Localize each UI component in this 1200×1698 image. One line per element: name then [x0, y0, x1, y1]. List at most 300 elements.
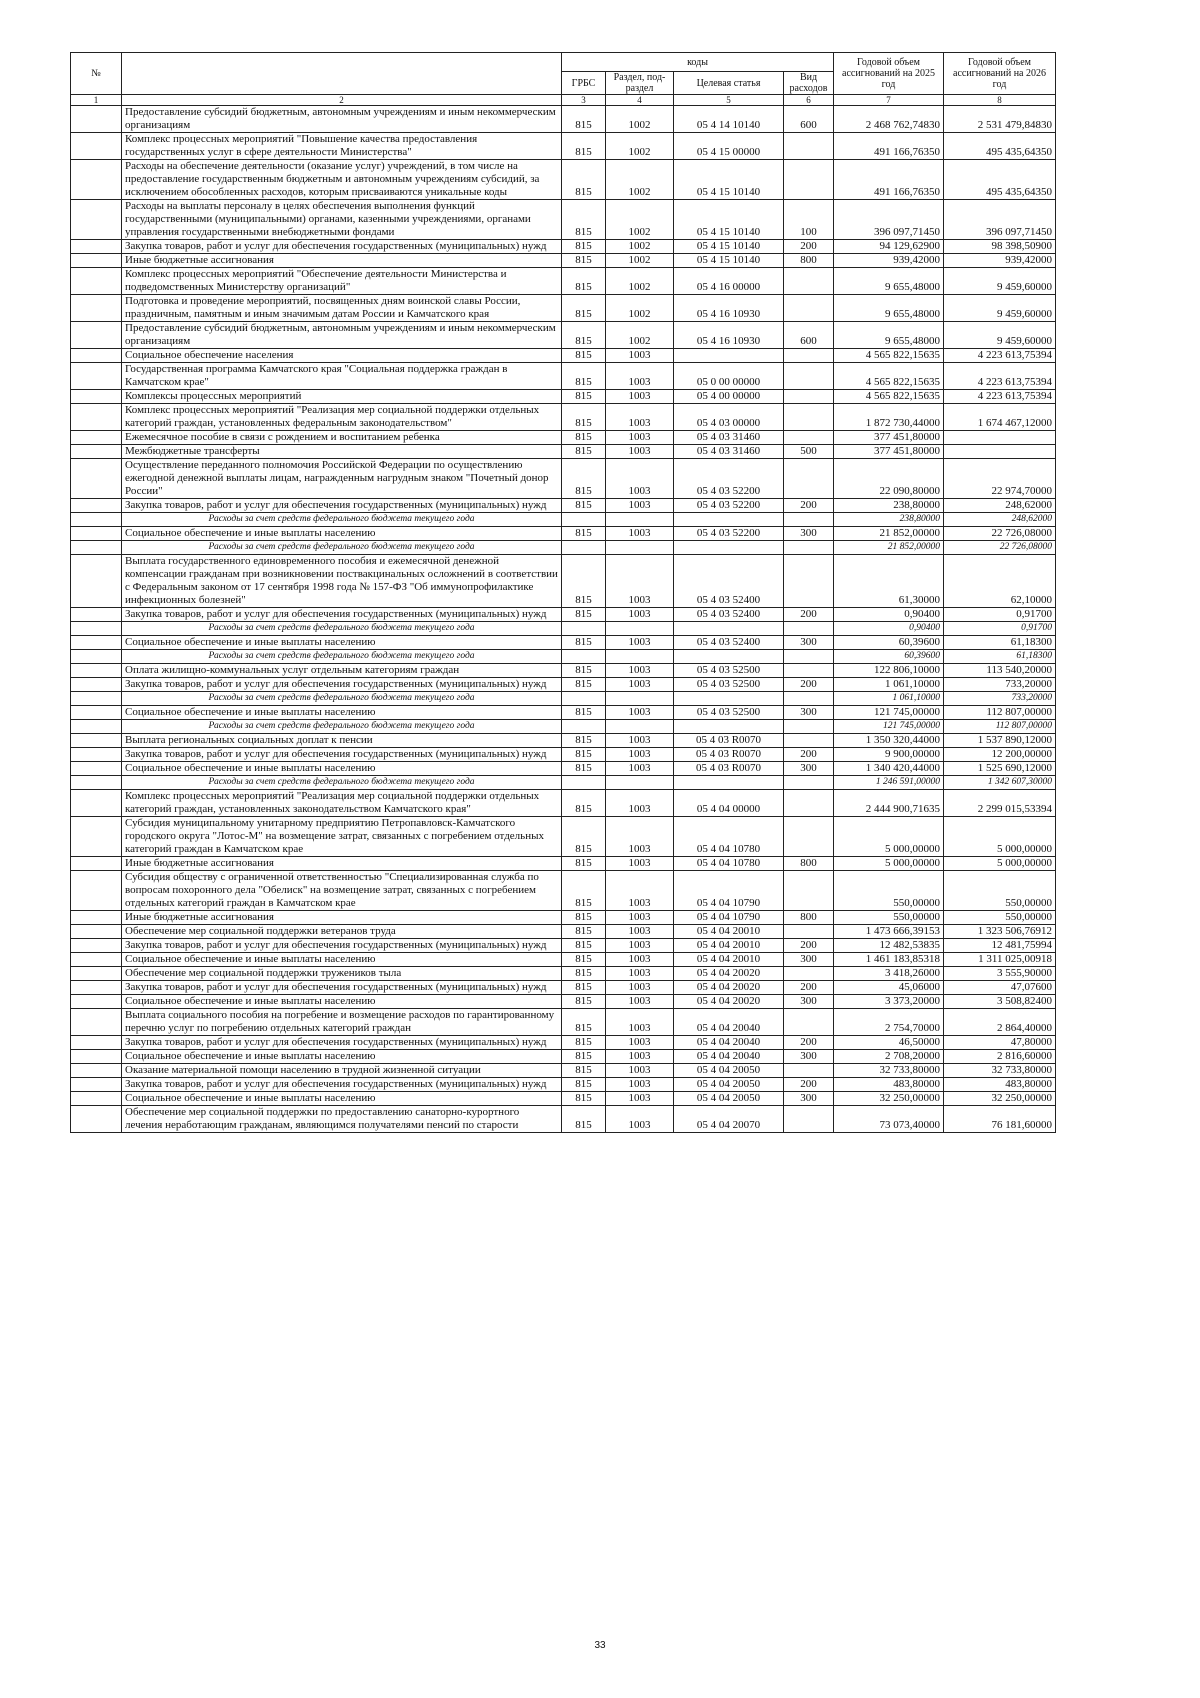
table-row	[71, 939, 1056, 953]
row-kind-cell	[784, 776, 834, 790]
row-section-cell: 1003	[606, 445, 674, 459]
table-row	[71, 762, 1056, 776]
row-2025-cell: 60,39600	[834, 636, 944, 650]
row-section-cell: 1003	[606, 706, 674, 720]
table-row	[71, 499, 1056, 513]
row-number-cell	[71, 678, 122, 692]
row-kind-cell	[784, 871, 834, 911]
row-number-cell	[71, 527, 122, 541]
row-grbs-cell: 815	[562, 925, 606, 939]
row-target-cell: 05 4 03 52200	[674, 527, 784, 541]
row-2026-cell: 0,91700	[944, 622, 1056, 636]
table-row	[71, 240, 1056, 254]
row-2026-cell: 61,18300	[944, 650, 1056, 664]
row-name-cell: Расходы за счет средств федерального бюджета текущего года	[122, 692, 562, 706]
row-2025-cell: 1 872 730,44000	[834, 404, 944, 431]
row-2026-cell: 47,80000	[944, 1036, 1056, 1050]
row-target-cell: 05 4 04 20020	[674, 995, 784, 1009]
row-section-cell: 1003	[606, 911, 674, 925]
row-number-cell	[71, 1064, 122, 1078]
row-section-cell: 1003	[606, 499, 674, 513]
row-number-cell	[71, 1106, 122, 1133]
row-grbs-cell: 815	[562, 608, 606, 622]
federal-funds-row	[71, 692, 1056, 706]
table-row	[71, 295, 1056, 322]
row-section-cell: 1003	[606, 748, 674, 762]
table-row	[71, 925, 1056, 939]
row-grbs-cell: 815	[562, 762, 606, 776]
row-2025-cell: 939,42000	[834, 254, 944, 268]
row-name-cell: Закупка товаров, работ и услуг для обеспечения государственных (муниципальных) нужд	[122, 1078, 562, 1092]
row-2025-cell: 2 468 762,74830	[834, 106, 944, 133]
row-grbs-cell: 815	[562, 404, 606, 431]
row-grbs-cell: 815	[562, 295, 606, 322]
row-kind-cell	[784, 363, 834, 390]
row-kind-cell: 300	[784, 762, 834, 776]
row-2026-cell: 62,10000	[944, 555, 1056, 608]
row-grbs-cell: 815	[562, 790, 606, 817]
table-row	[71, 734, 1056, 748]
row-name-cell: Межбюджетные трансферты	[122, 445, 562, 459]
row-grbs-cell	[562, 541, 606, 555]
row-2025-cell: 9 655,48000	[834, 268, 944, 295]
row-kind-cell: 200	[784, 240, 834, 254]
row-number-cell	[71, 650, 122, 664]
row-kind-cell	[784, 817, 834, 857]
row-2025-cell: 2 708,20000	[834, 1050, 944, 1064]
row-kind-cell: 300	[784, 1050, 834, 1064]
row-target-cell: 05 4 04 20050	[674, 1078, 784, 1092]
row-2025-cell: 21 852,00000	[834, 527, 944, 541]
row-kind-cell	[784, 967, 834, 981]
row-number-cell	[71, 925, 122, 939]
row-name-cell: Обеспечение мер социальной поддержки ветеранов труда	[122, 925, 562, 939]
row-target-cell: 05 4 03 31460	[674, 431, 784, 445]
row-number-cell	[71, 953, 122, 967]
row-kind-cell	[784, 734, 834, 748]
row-section-cell: 1003	[606, 939, 674, 953]
row-section-cell: 1003	[606, 995, 674, 1009]
row-section-cell: 1002	[606, 240, 674, 254]
row-target-cell: 05 4 04 20050	[674, 1092, 784, 1106]
row-name-cell: Социальное обеспечение и иные выплаты населению	[122, 995, 562, 1009]
row-kind-cell	[784, 541, 834, 555]
row-target-cell: 05 4 15 00000	[674, 133, 784, 160]
row-grbs-cell: 815	[562, 200, 606, 240]
table-row	[71, 1078, 1056, 1092]
header-blank	[122, 53, 562, 95]
row-section-cell: 1003	[606, 967, 674, 981]
row-name-cell: Выплата региональных социальных доплат к пенсии	[122, 734, 562, 748]
row-number-cell	[71, 871, 122, 911]
row-kind-cell	[784, 133, 834, 160]
row-name-cell: Расходы за счет средств федерального бюджета текущего года	[122, 650, 562, 664]
row-name-cell: Закупка товаров, работ и услуг для обеспечения государственных (муниципальных) нужд	[122, 240, 562, 254]
federal-funds-row	[71, 776, 1056, 790]
row-section-cell: 1003	[606, 1050, 674, 1064]
row-section-cell: 1002	[606, 254, 674, 268]
row-grbs-cell: 815	[562, 133, 606, 160]
row-grbs-cell: 815	[562, 363, 606, 390]
row-target-cell: 05 4 15 10140	[674, 240, 784, 254]
row-section-cell: 1003	[606, 555, 674, 608]
row-target-cell: 05 0 00 00000	[674, 363, 784, 390]
row-number-cell	[71, 608, 122, 622]
table-row	[71, 459, 1056, 499]
row-number-cell	[71, 133, 122, 160]
table-row	[71, 1009, 1056, 1036]
row-number-cell	[71, 748, 122, 762]
row-name-cell: Оказание материальной помощи населению в трудной жизненной ситуации	[122, 1064, 562, 1078]
row-grbs-cell: 815	[562, 1036, 606, 1050]
row-target-cell: 05 4 04 20040	[674, 1009, 784, 1036]
federal-funds-row	[71, 622, 1056, 636]
row-2026-cell: 733,20000	[944, 692, 1056, 706]
row-2026-cell: 61,18300	[944, 636, 1056, 650]
row-name-cell: Комплекс процессных мероприятий "Повышение качества предоставления государственных услуг в сфере деятельности Министерства"	[122, 133, 562, 160]
row-grbs-cell: 815	[562, 160, 606, 200]
table-row	[71, 857, 1056, 871]
row-2025-cell: 94 129,62900	[834, 240, 944, 254]
row-number-cell	[71, 555, 122, 608]
row-kind-cell	[784, 295, 834, 322]
colnum: 2	[122, 95, 562, 106]
row-number-cell	[71, 349, 122, 363]
row-2026-cell: 22 974,70000	[944, 459, 1056, 499]
row-name-cell: Социальное обеспечение и иные выплаты населению	[122, 636, 562, 650]
row-section-cell	[606, 650, 674, 664]
row-section-cell: 1003	[606, 857, 674, 871]
row-number-cell	[71, 967, 122, 981]
row-number-cell	[71, 1092, 122, 1106]
row-grbs-cell: 815	[562, 871, 606, 911]
row-2026-cell: 3 555,90000	[944, 967, 1056, 981]
row-target-cell: 05 4 04 00000	[674, 790, 784, 817]
row-grbs-cell: 815	[562, 981, 606, 995]
row-number-cell	[71, 295, 122, 322]
row-2026-cell: 32 733,80000	[944, 1064, 1056, 1078]
row-number-cell	[71, 664, 122, 678]
row-name-cell: Расходы на обеспечение деятельности (оказание услуг) учреждений, в том числе на предоставление государственным бюджетным и автономным учреждениям субсидий, за исключением обособленных расходов, которым присваиваются уникальные коды	[122, 160, 562, 200]
row-target-cell: 05 4 04 10780	[674, 817, 784, 857]
row-kind-cell: 300	[784, 995, 834, 1009]
row-number-cell	[71, 776, 122, 790]
row-2026-cell: 76 181,60000	[944, 1106, 1056, 1133]
row-section-cell: 1003	[606, 349, 674, 363]
row-grbs-cell: 815	[562, 240, 606, 254]
row-target-cell: 05 4 03 R0070	[674, 762, 784, 776]
row-2025-cell: 46,50000	[834, 1036, 944, 1050]
row-2025-cell: 12 482,53835	[834, 939, 944, 953]
row-section-cell: 1003	[606, 925, 674, 939]
row-target-cell: 05 4 04 20010	[674, 939, 784, 953]
row-number-cell	[71, 431, 122, 445]
row-name-cell: Иные бюджетные ассигнования	[122, 254, 562, 268]
row-name-cell: Закупка товаров, работ и услуг для обеспечения государственных (муниципальных) нужд	[122, 748, 562, 762]
row-2026-cell: 2 864,40000	[944, 1009, 1056, 1036]
row-2025-cell: 122 806,10000	[834, 664, 944, 678]
row-target-cell: 05 4 04 20020	[674, 981, 784, 995]
row-2026-cell: 112 807,00000	[944, 720, 1056, 734]
row-grbs-cell: 815	[562, 1106, 606, 1133]
row-2026-cell: 32 250,00000	[944, 1092, 1056, 1106]
row-name-cell: Закупка товаров, работ и услуг для обеспечения государственных (муниципальных) нужд	[122, 939, 562, 953]
row-target-cell: 05 4 03 52400	[674, 555, 784, 608]
row-section-cell: 1003	[606, 1106, 674, 1133]
row-2026-cell: 98 398,50900	[944, 240, 1056, 254]
row-2025-cell: 1 061,10000	[834, 678, 944, 692]
row-number-cell	[71, 445, 122, 459]
header-section: Раздел, под-раздел	[606, 72, 674, 95]
table-row	[71, 268, 1056, 295]
row-2025-cell: 61,30000	[834, 555, 944, 608]
row-section-cell: 1002	[606, 268, 674, 295]
row-kind-cell: 200	[784, 981, 834, 995]
row-grbs-cell: 815	[562, 911, 606, 925]
row-grbs-cell: 815	[562, 459, 606, 499]
row-target-cell: 05 4 03 R0070	[674, 734, 784, 748]
row-target-cell	[674, 720, 784, 734]
row-number-cell	[71, 995, 122, 1009]
row-target-cell: 05 4 15 10140	[674, 254, 784, 268]
row-target-cell: 05 4 16 10930	[674, 322, 784, 349]
row-name-cell: Закупка товаров, работ и услуг для обеспечения государственных (муниципальных) нужд	[122, 499, 562, 513]
row-section-cell: 1003	[606, 790, 674, 817]
table-header	[71, 53, 1056, 106]
row-grbs-cell	[562, 776, 606, 790]
row-target-cell	[674, 650, 784, 664]
row-number-cell	[71, 790, 122, 817]
row-2026-cell: 112 807,00000	[944, 706, 1056, 720]
row-name-cell: Оплата жилищно-коммунальных услуг отдельным категориям граждан	[122, 664, 562, 678]
header-target: Целевая статья	[674, 72, 784, 95]
row-name-cell: Социальное обеспечение и иные выплаты населению	[122, 1092, 562, 1106]
row-target-cell: 05 4 03 52400	[674, 608, 784, 622]
row-name-cell: Государственная программа Камчатского края "Социальная поддержка граждан в Камчатском крае"	[122, 363, 562, 390]
row-target-cell: 05 4 04 10790	[674, 911, 784, 925]
row-section-cell: 1002	[606, 200, 674, 240]
row-2026-cell: 9 459,60000	[944, 295, 1056, 322]
row-grbs-cell: 815	[562, 431, 606, 445]
table-row	[71, 200, 1056, 240]
row-name-cell: Закупка товаров, работ и услуг для обеспечения государственных (муниципальных) нужд	[122, 608, 562, 622]
table-row	[71, 390, 1056, 404]
row-section-cell: 1002	[606, 322, 674, 349]
row-kind-cell: 100	[784, 200, 834, 240]
row-2026-cell: 550,00000	[944, 911, 1056, 925]
row-2026-cell: 483,80000	[944, 1078, 1056, 1092]
row-section-cell: 1002	[606, 133, 674, 160]
row-grbs-cell: 815	[562, 1050, 606, 1064]
row-section-cell: 1003	[606, 431, 674, 445]
header-2025: Годовой объем ассигнований на 2025 год	[834, 53, 944, 95]
federal-funds-row	[71, 650, 1056, 664]
table-row	[71, 1064, 1056, 1078]
table-row	[71, 1106, 1056, 1133]
row-2025-cell: 1 350 320,44000	[834, 734, 944, 748]
row-2025-cell: 4 565 822,15635	[834, 349, 944, 363]
row-2025-cell: 22 090,80000	[834, 459, 944, 499]
row-number-cell	[71, 254, 122, 268]
row-section-cell	[606, 720, 674, 734]
row-section-cell: 1003	[606, 981, 674, 995]
row-2025-cell: 9 900,00000	[834, 748, 944, 762]
row-number-cell	[71, 939, 122, 953]
row-name-cell: Субсидия муниципальному унитарному предприятию Петропавловск-Камчатского городского округа "Лотос-М" на возмещение затрат, связанных с погребением отдельных категорий граждан в Камчатском крае	[122, 817, 562, 857]
federal-funds-row	[71, 541, 1056, 555]
table-row	[71, 664, 1056, 678]
row-2026-cell: 12 481,75994	[944, 939, 1056, 953]
row-target-cell	[674, 692, 784, 706]
row-name-cell: Осуществление переданного полномочия Российской Федерации по осуществлению ежегодной денежной выплаты лицам, награжденным нагрудным знаком "Почетный донор России"	[122, 459, 562, 499]
table-row	[71, 748, 1056, 762]
row-target-cell: 05 4 03 52200	[674, 459, 784, 499]
row-section-cell: 1003	[606, 734, 674, 748]
row-2025-cell: 1 340 420,44000	[834, 762, 944, 776]
row-2026-cell: 248,62000	[944, 513, 1056, 527]
row-kind-cell: 800	[784, 911, 834, 925]
row-grbs-cell: 815	[562, 349, 606, 363]
row-grbs-cell	[562, 692, 606, 706]
row-2025-cell: 3 373,20000	[834, 995, 944, 1009]
row-2026-cell: 4 223 613,75394	[944, 390, 1056, 404]
row-kind-cell: 600	[784, 106, 834, 133]
row-2026-cell: 22 726,08000	[944, 541, 1056, 555]
row-kind-cell: 800	[784, 857, 834, 871]
table-row	[71, 608, 1056, 622]
row-grbs-cell	[562, 513, 606, 527]
colnum: 6	[784, 95, 834, 106]
row-2025-cell: 491 166,76350	[834, 133, 944, 160]
row-target-cell	[674, 349, 784, 363]
row-grbs-cell: 815	[562, 995, 606, 1009]
budget-sheet	[70, 52, 1056, 1133]
row-section-cell: 1003	[606, 817, 674, 857]
row-2025-cell: 9 655,48000	[834, 295, 944, 322]
row-name-cell: Закупка товаров, работ и услуг для обеспечения государственных (муниципальных) нужд	[122, 678, 562, 692]
table-row	[71, 981, 1056, 995]
row-2025-cell: 60,39600	[834, 650, 944, 664]
row-2025-cell: 32 733,80000	[834, 1064, 944, 1078]
row-target-cell: 05 4 15 10140	[674, 200, 784, 240]
row-grbs-cell: 815	[562, 322, 606, 349]
row-target-cell: 05 4 04 20040	[674, 1050, 784, 1064]
row-target-cell: 05 4 15 10140	[674, 160, 784, 200]
row-grbs-cell: 815	[562, 106, 606, 133]
table-body	[71, 106, 1056, 1133]
row-name-cell: Социальное обеспечение и иные выплаты населению	[122, 762, 562, 776]
colnum: 5	[674, 95, 784, 106]
row-2026-cell: 47,07600	[944, 981, 1056, 995]
row-grbs-cell: 815	[562, 953, 606, 967]
row-number-cell	[71, 692, 122, 706]
row-number-cell	[71, 404, 122, 431]
row-target-cell: 05 4 03 52200	[674, 499, 784, 513]
row-2025-cell: 238,80000	[834, 513, 944, 527]
row-section-cell	[606, 513, 674, 527]
row-2026-cell: 1 342 607,30000	[944, 776, 1056, 790]
row-2025-cell: 121 745,00000	[834, 706, 944, 720]
row-name-cell: Комплекс процессных мероприятий "Реализация мер социальной поддержки отдельных категорий граждан, установленных законодательством Камчатского края"	[122, 790, 562, 817]
federal-funds-row	[71, 720, 1056, 734]
row-kind-cell	[784, 459, 834, 499]
table-row	[71, 706, 1056, 720]
table-row	[71, 322, 1056, 349]
row-kind-cell: 300	[784, 953, 834, 967]
row-kind-cell: 200	[784, 608, 834, 622]
row-2026-cell: 9 459,60000	[944, 268, 1056, 295]
row-name-cell: Закупка товаров, работ и услуг для обеспечения государственных (муниципальных) нужд	[122, 1036, 562, 1050]
row-2025-cell: 1 473 666,39153	[834, 925, 944, 939]
row-target-cell: 05 4 03 00000	[674, 404, 784, 431]
row-kind-cell	[784, 622, 834, 636]
table-row	[71, 431, 1056, 445]
header-2026: Годовой объем ассигнований на 2026 год	[944, 53, 1056, 95]
row-section-cell: 1003	[606, 1064, 674, 1078]
header-codes: коды	[562, 53, 834, 72]
row-target-cell: 05 4 03 52500	[674, 678, 784, 692]
row-name-cell: Субсидия обществу с ограниченной ответственностью "Специализированная служба по вопросам похоронного дела "Обелиск" на возмещение затрат, связанных с погребением отдельных категорий граждан в Камчатском крае	[122, 871, 562, 911]
row-grbs-cell: 815	[562, 1078, 606, 1092]
row-name-cell: Выплата государственного единовременного пособия и ежемесячной денежной компенсации гражданам при возникновении поствакцинальных осложнений в соответствии с Федеральным законом от 17 сентября 1998 года № 157-ФЗ "Об иммунопрофилактике инфекционных болезней"	[122, 555, 562, 608]
row-grbs-cell: 815	[562, 706, 606, 720]
row-section-cell: 1003	[606, 608, 674, 622]
row-section-cell: 1002	[606, 106, 674, 133]
colnum: 7	[834, 95, 944, 106]
row-name-cell: Предоставление субсидий бюджетным, автономным учреждениям и иным некоммерческим организациям	[122, 106, 562, 133]
row-kind-cell	[784, 790, 834, 817]
row-2026-cell: 5 000,00000	[944, 817, 1056, 857]
table-row	[71, 254, 1056, 268]
table-row	[71, 790, 1056, 817]
row-kind-cell: 800	[784, 254, 834, 268]
row-grbs-cell: 815	[562, 254, 606, 268]
row-name-cell: Закупка товаров, работ и услуг для обеспечения государственных (муниципальных) нужд	[122, 981, 562, 995]
row-name-cell: Расходы за счет средств федерального бюджета текущего года	[122, 776, 562, 790]
table-row	[71, 160, 1056, 200]
row-2026-cell: 1 537 890,12000	[944, 734, 1056, 748]
row-number-cell	[71, 857, 122, 871]
row-section-cell	[606, 776, 674, 790]
row-kind-cell: 300	[784, 1092, 834, 1106]
row-2025-cell: 396 097,71450	[834, 200, 944, 240]
row-number-cell	[71, 1036, 122, 1050]
row-2025-cell: 32 250,00000	[834, 1092, 944, 1106]
row-grbs-cell	[562, 622, 606, 636]
row-grbs-cell: 815	[562, 664, 606, 678]
row-grbs-cell: 815	[562, 499, 606, 513]
row-name-cell: Иные бюджетные ассигнования	[122, 911, 562, 925]
row-section-cell: 1003	[606, 1036, 674, 1050]
colnum: 4	[606, 95, 674, 106]
row-kind-cell	[784, 160, 834, 200]
row-section-cell: 1002	[606, 295, 674, 322]
row-kind-cell	[784, 650, 834, 664]
row-target-cell: 05 4 03 52400	[674, 636, 784, 650]
row-grbs-cell: 815	[562, 1092, 606, 1106]
row-2025-cell: 550,00000	[834, 871, 944, 911]
row-section-cell	[606, 622, 674, 636]
row-kind-cell	[784, 431, 834, 445]
table-row	[71, 911, 1056, 925]
row-target-cell	[674, 541, 784, 555]
row-grbs-cell: 815	[562, 527, 606, 541]
row-target-cell: 05 4 04 20070	[674, 1106, 784, 1133]
row-section-cell: 1003	[606, 527, 674, 541]
row-2025-cell: 5 000,00000	[834, 817, 944, 857]
row-grbs-cell: 815	[562, 1064, 606, 1078]
row-name-cell: Комплекс процессных мероприятий "Реализация мер социальной поддержки отдельных категорий граждан, установленных федеральным законодательством"	[122, 404, 562, 431]
